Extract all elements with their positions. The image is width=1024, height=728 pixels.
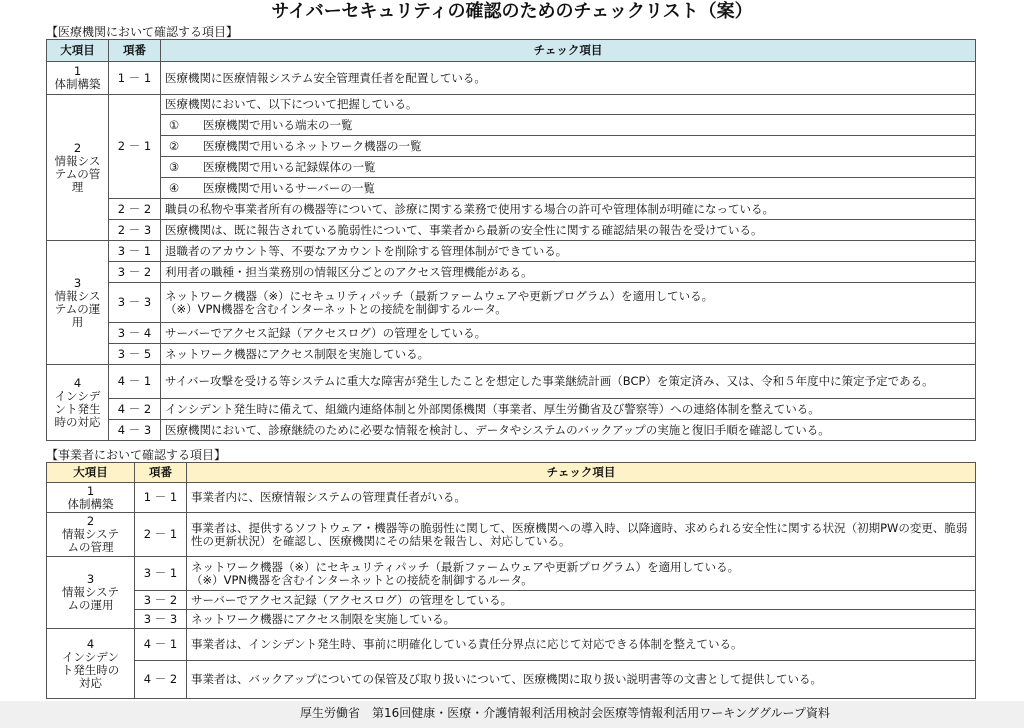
table-row: [47, 283, 976, 323]
item-number: 3 － 2: [109, 262, 161, 283]
header-number: 項番: [109, 40, 161, 62]
item-number: 4 － 3: [109, 420, 161, 441]
item-number: 3 － 1: [109, 241, 161, 262]
table-row: [47, 557, 976, 591]
table-row: [47, 610, 976, 629]
item-number: 3 － 3: [109, 283, 161, 323]
category-cell: 1 体制構築: [47, 62, 109, 95]
header-category: 大項目: [47, 40, 109, 62]
category-cell: 3 情報シス テムの運 用: [47, 241, 109, 365]
category-cell: 1 体制構築: [47, 483, 135, 513]
sub-item-row: [47, 136, 976, 157]
item-number: 4 － 2: [135, 661, 187, 699]
item-number: 1 － 1: [109, 62, 161, 95]
sub-item-text: 医療機関で用いるネットワーク機器の一覧: [203, 138, 422, 153]
footer-source: 厚生労働省 第16回健康・医療・介護情報利活用検討会医療等情報利活用ワーキンググループ資料: [300, 706, 830, 720]
item-number: 3 － 5: [109, 344, 161, 365]
table-row: [47, 220, 976, 241]
item-number: 3 － 3: [135, 610, 187, 629]
category-cell: 2 情報システ ムの管理: [47, 513, 135, 557]
item-number: 3 － 4: [109, 323, 161, 344]
check-item-text: 医療機関は、既に報告されている脆弱性について、事業者から最新の安全性に関する確認結果の報告を受けている。: [161, 220, 976, 241]
circled-number: ①: [168, 117, 180, 132]
table-row: [47, 399, 976, 420]
header-number: 項番: [135, 463, 187, 483]
table-row: [47, 344, 976, 365]
item-number: 3 － 2: [135, 591, 187, 610]
item-number: 4 － 1: [109, 365, 161, 399]
medical-checklist-table: [46, 39, 976, 441]
sub-item-text: 医療機関で用いる記録媒体の一覧: [203, 159, 376, 174]
check-item-text: サーバーでアクセス記録（アクセスログ）の管理をしている。: [187, 591, 976, 610]
check-item-text: ネットワーク機器（※）にセキュリティパッチ（最新ファームウェアや更新プログラム）を適用している。 （※）VPN機器を含むインターネットとの接続を制御するルータ。: [161, 283, 976, 323]
category-cell: 4 インシデ ント発生 時の対応: [47, 365, 109, 441]
sub-item-row: [47, 157, 976, 178]
vendor-section-label: 【事業者において確認する項目】: [46, 448, 227, 462]
item-number: 4 － 2: [109, 399, 161, 420]
check-item-text: ネットワーク機器にアクセス制限を実施している。: [161, 344, 976, 365]
item-number: 2 － 3: [109, 220, 161, 241]
table-row: [47, 483, 976, 513]
table-header-row: [47, 40, 976, 62]
medical-section-label: 【医療機関において確認する項目】: [46, 25, 239, 39]
item-number: 4 － 1: [135, 629, 187, 661]
item-number: 1 － 1: [135, 483, 187, 513]
item-number: 2 － 1: [109, 95, 161, 199]
table-row: [47, 323, 976, 344]
check-item-text: サイバー攻撃を受ける等システムに重大な障害が発生したことを想定した事業継続計画（BCP）を策定済み、又は、令和５年度中に策定予定である。: [161, 365, 976, 399]
check-item-text: 退職者のアカウント等、不要なアカウントを削除する管理体制ができている。: [161, 241, 976, 262]
check-item-text: 事業者は、インシデント発生時、事前に明確化している責任分界点に応じて対応できる体制を整えている。: [187, 629, 976, 661]
table-row: [47, 62, 976, 95]
table-row: [47, 661, 976, 699]
item-number: 3 － 1: [135, 557, 187, 591]
item-number: 2 － 1: [135, 513, 187, 557]
circled-number: ④: [168, 180, 180, 195]
table-row: [47, 591, 976, 610]
table-row: [47, 241, 976, 262]
circled-number: ②: [168, 138, 180, 153]
table-row: [47, 420, 976, 441]
table-header-row: [47, 463, 976, 483]
check-item-text: 事業者は、提供するソフトウェア・機器等の脆弱性に関して、医療機関への導入時、以降適時、求められる安全性に関する状況（初期PWの変更、脆弱性の更新状況）を確認し、医療機関にその結果を報告し、対応している。: [187, 513, 976, 557]
item-number: 2 － 2: [109, 199, 161, 220]
table-row: [47, 365, 976, 399]
check-item-text: 医療機関において、診療継続のために必要な情報を検討し、データやシステムのバックアップの実施と復旧手順を確認している。: [161, 420, 976, 441]
check-item-text: 医療機関において、以下について把握している。: [161, 95, 976, 115]
category-cell: 2 情報シス テムの管 理: [47, 95, 109, 241]
sub-item-row: [47, 178, 976, 199]
sub-item-row: [47, 115, 976, 136]
check-item-text: 利用者の職種・担当業務別の情報区分ごとのアクセス管理機能がある。: [161, 262, 976, 283]
check-item-text: 事業者内に、医療情報システムの管理責任者がいる。: [187, 483, 976, 513]
vendor-checklist-table: [46, 462, 976, 699]
header-check-item: チェック項目: [161, 40, 976, 62]
page-title: サイバーセキュリティの確認のためのチェックリスト（案）: [271, 1, 753, 22]
check-item-text: サーバーでアクセス記録（アクセスログ）の管理をしている。: [161, 323, 976, 344]
category-cell: 4 インシデン ト発生時の 対応: [47, 629, 135, 699]
sub-item-text: 医療機関で用いる端末の一覧: [203, 117, 353, 132]
table-row: [47, 262, 976, 283]
check-item-text: インシデント発生時に備えて、組織内連絡体制と外部関係機関（事業者、厚生労働省及び警察等）への連絡体制を整えている。: [161, 399, 976, 420]
header-check-item: チェック項目: [187, 463, 976, 483]
check-item-text: 医療機関に医療情報システム安全管理責任者を配置している。: [161, 62, 976, 95]
check-item-text: ネットワーク機器にアクセス制限を実施している。: [187, 610, 976, 629]
category-cell: 3 情報システ ムの運用: [47, 557, 135, 629]
table-row: [47, 629, 976, 661]
header-category: 大項目: [47, 463, 135, 483]
circled-number: ③: [168, 159, 180, 174]
check-item-text: ネットワーク機器（※）にセキュリティパッチ（最新ファームウェアや更新プログラム）を適用している。 （※）VPN機器を含むインターネットとの接続を制御するルータ。: [187, 557, 976, 591]
table-row: [47, 95, 976, 115]
table-row: [47, 199, 976, 220]
table-row: [47, 513, 976, 557]
check-item-text: 職員の私物や事業者所有の機器等について、診療に関する業務で使用する場合の許可や管理体制が明確になっている。: [161, 199, 976, 220]
check-item-text: 事業者は、バックアップについての保管及び取り扱いについて、医療機関に取り扱い説明書等の文書として提供している。: [187, 661, 976, 699]
sub-item-text: 医療機関で用いるサーバーの一覧: [203, 180, 375, 195]
